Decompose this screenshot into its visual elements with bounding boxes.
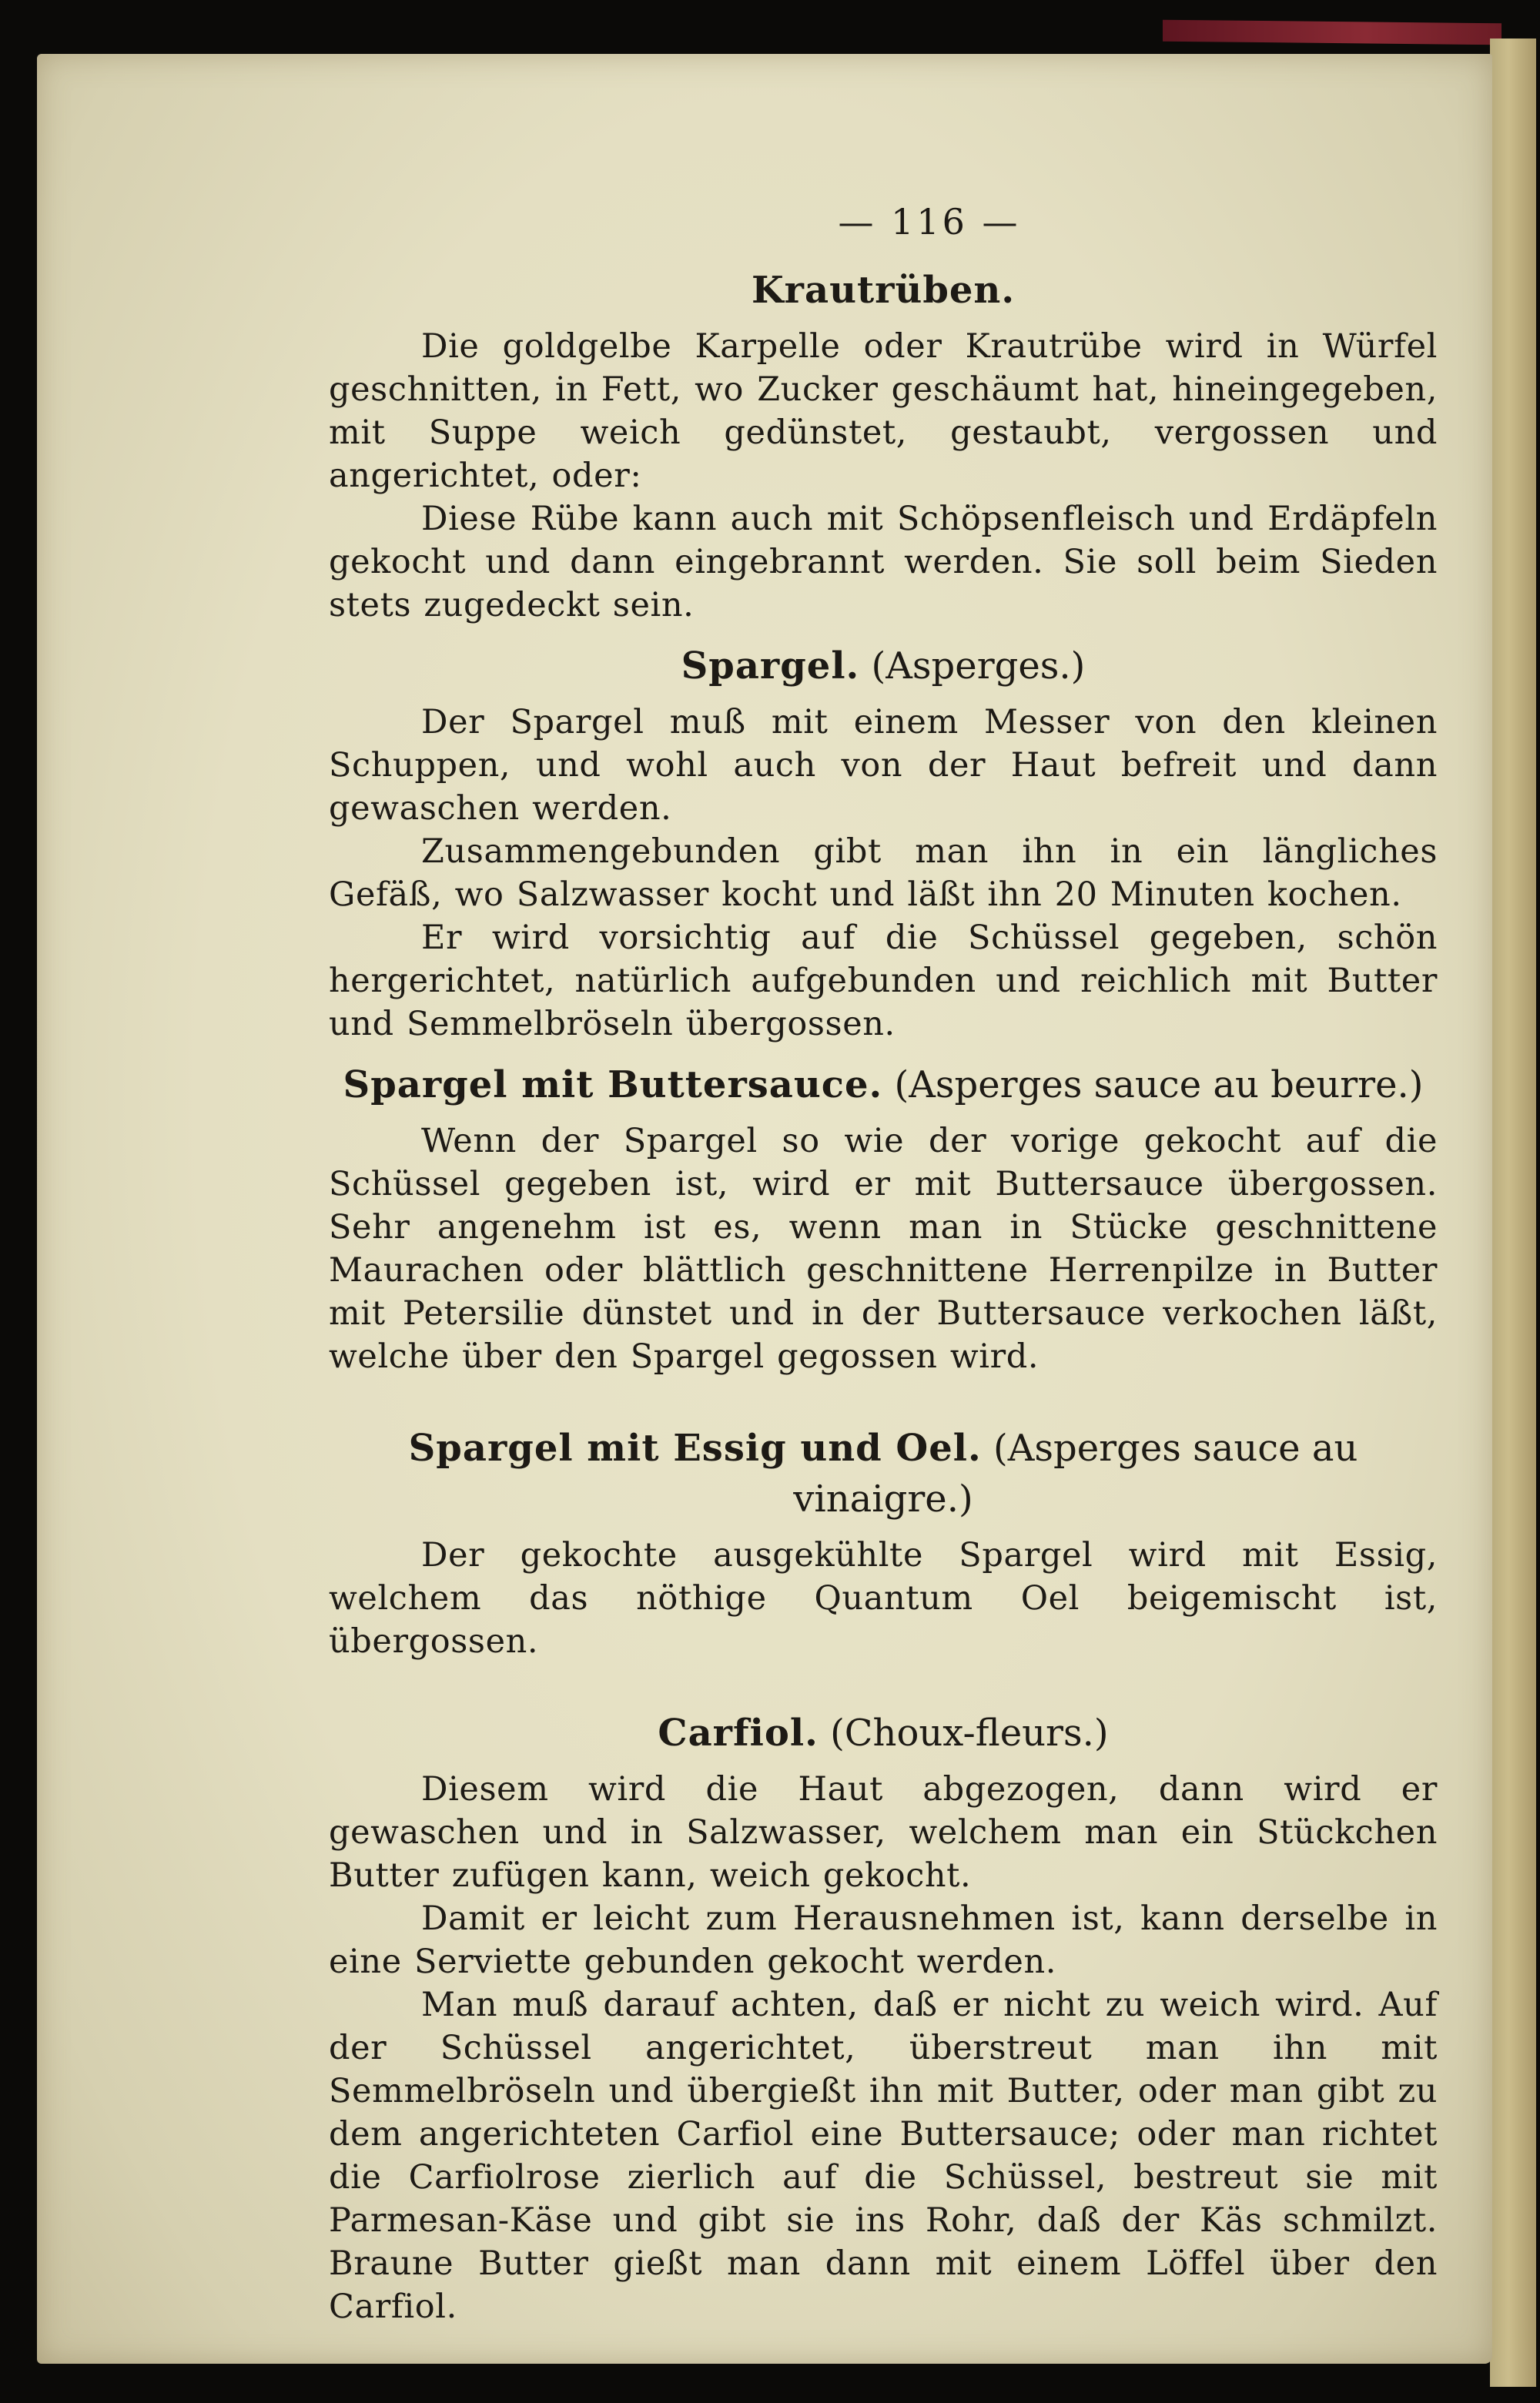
book-cover-edge — [1163, 20, 1502, 45]
heading-german: Carfiol. — [658, 1712, 819, 1755]
section-gap — [329, 1378, 1438, 1409]
heading-german: Spargel. — [681, 644, 860, 688]
paragraph: Wenn der Spargel so wie der vorige gekocht auf die Schüssel gegeben ist, wird er mit Buttersauce übergossen. Sehr angenehm ist es, wenn man in Stücke geschnittene Maurachen oder blättlich geschnittene Herrenpilze in Butter mit Petersilie dünstet und in der Buttersauce verkochen läßt, welche über den Spargel gegossen wird. — [329, 1122, 1438, 1376]
paragraph: Damit er leicht zum Herausnehmen ist, kann derselbe in eine Serviette gebunden gekocht werden. — [329, 1899, 1438, 1981]
paragraph: Diesem wird die Haut abgezogen, dann wird er gewaschen und in Salzwasser, welchem man ein Stückchen Butter zufügen kann, weich gekocht. — [329, 1770, 1438, 1895]
section-heading — [329, 1423, 1438, 1524]
section-gap — [329, 1663, 1438, 1694]
heading-french: (Asperges.) — [871, 644, 1086, 688]
paragraph: Der gekochte ausgekühlte Spargel wird mit Essig, welchem das nöthige Quantum Oel beigemischt ist, übergossen. — [329, 1536, 1438, 1661]
paragraph: Diese Rübe kann auch mit Schöpsenfleisch und Erdäpfeln gekocht und dann eingebrannt werden. Sie soll beim Sieden stets zugedeckt sein. — [329, 500, 1438, 624]
paragraph: Der Spargel muß mit einem Messer von den kleinen Schuppen, und wohl auch von der Haut befreit und dann gewaschen werden. — [329, 703, 1438, 828]
heading-french: (Asperges sauce au beurre.) — [894, 1063, 1424, 1106]
section-heading — [329, 641, 1438, 691]
section-heading — [329, 1708, 1438, 1759]
paragraph: Die goldgelbe Karpelle oder Krautrübe wird in Würfel geschnitten, in Fett, wo Zucker geschäumt hat, hineingegeben, mit Suppe weich gedünstet, gestaubt, vergossen und angerichtet, oder: — [329, 327, 1438, 495]
heading-german: Krautrüben. — [751, 269, 1016, 312]
heading-german: Spargel mit Essig und Oel. — [408, 1427, 982, 1470]
heading-french: (Choux-fleurs.) — [830, 1712, 1109, 1755]
section-heading — [329, 1059, 1438, 1110]
section-heading — [329, 265, 1438, 316]
page-text — [329, 200, 1438, 2328]
paragraph: Er wird vorsichtig auf die Schüssel gegeben, schön hergerichtet, natürlich aufgebunden und reichlich mit Butter und Semmelbröseln übergossen. — [329, 919, 1438, 1043]
paragraph: Man muß darauf achten, daß er nicht zu weich wird. Auf der Schüssel angerichtet, überstreut man ihn mit Semmelbröseln und übergießt ihn mit Butter, oder man gibt zu dem angerichteten Carfiol eine Buttersauce; oder man richtet die Carfiolrose zierlich auf die Schüssel, bestreut sie mit Parmesan-Käse und gibt sie ins Rohr, daß der Käs schmilzt. Braune Butter gießt man dann mit einem Löffel über den Carfiol. — [329, 1986, 1438, 2326]
page-number: — 116 — — [838, 201, 1021, 243]
heading-german: Spargel mit Buttersauce. — [343, 1063, 883, 1106]
paragraph: Zusammengebunden gibt man ihn in ein längliches Gefäß, wo Salzwasser kocht und läßt ihn 20 Minuten kochen. — [329, 832, 1438, 914]
heading-french: (Asperges sauce au vinaigre.) — [793, 1427, 1358, 1521]
page-stack-edge — [1490, 38, 1536, 2387]
